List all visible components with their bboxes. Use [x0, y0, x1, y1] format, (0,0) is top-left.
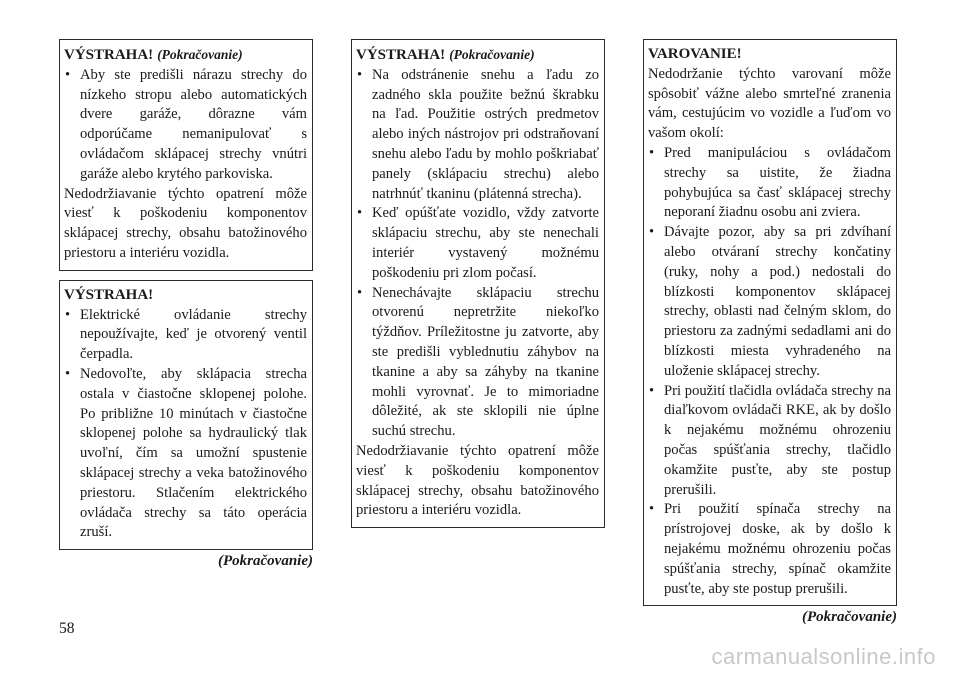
warning-bullet: • Elektrické ovládanie strechy nepoužívajte, keď je otvorený ventil čerpadla. — [64, 306, 307, 365]
column-2 — [351, 39, 605, 528]
column-1 — [59, 39, 313, 570]
warning-bullet: • Keď opúšťate vozidlo, vždy zatvorte sklápaciu strechu, aby ste nenechali interiér vystavený možnému poškodeniu pri zlom počasí. — [356, 204, 599, 283]
warning-title: VÝSTRAHA! — [64, 47, 154, 63]
warning-bullet: • Aby ste predišli nárazu strechy do nízkeho stropu alebo automatických dvere garáže, dôrazne vám odporúčame nemanipulovať s ovládačom sklápacej strechy vnútri garáže alebo krytého parkoviska. — [64, 66, 307, 185]
warning-heading — [64, 45, 307, 66]
warning-list — [64, 306, 307, 544]
watermark: carmanualsonline.info — [711, 644, 936, 669]
warning-bullet: • Nenechávajte sklápaciu strechu otvorenú nepretržite niekoľko týždňov. Príležitostne ju zatvorte, aby ste predišli vyblednutiu záhybov na tkanine a aby sa záhyby na tkanine mohli vyrovnať. Je to mimoriadne dôležité, ak ste sklopili nie úplne suchú strechu. — [356, 284, 599, 442]
warning-heading — [356, 45, 599, 66]
continued-label: (Pokračovanie) — [218, 553, 313, 570]
warning-bullet: • Nedovoľte, aby sklápacia strecha ostala v čiastočne sklopenej polohe. Po približne 10 minútach v čiastočne sklopenej polohe sa hydraulický tlak uvoľní, čím sa umožní spustenie sklápacej strechy a veka batožinového priestoru. Stlačením elektrického ovládača strechy sa táto operácia zruší. — [64, 365, 307, 543]
warning-box — [59, 39, 313, 271]
warning-subtitle: (Pokračovanie) — [157, 47, 243, 62]
danger-bullet: • Dávajte pozor, aby sa pri zdvíhaní alebo otváraní strechy končatiny (ruky, nohy a pod.) nedostali do blízkosti komponentov sklápacej strechy, oblasti nad čelným sklom, do priestoru za zadnými sedadlami ani do blízkosti miesta vyhradeného na uloženie sklápacej strechy. — [648, 223, 891, 381]
danger-title: VAROVANIE! — [648, 46, 742, 62]
column-3 — [643, 39, 897, 626]
danger-intro: Nedodržanie týchto varovaní môže spôsobiť vážne alebo smrteľné zranenia vám, cestujúcim vo vozidle a ľuďom vo vašom okolí: — [648, 65, 891, 142]
continued-label: (Pokračovanie) — [802, 609, 897, 626]
danger-bullet: • Pred manipuláciou s ovládačom strechy sa uistite, že žiadna pohybujúca sa časť sklápacej strechy neporaní žiadnu osobu ani zviera. — [648, 144, 891, 223]
warning-bullet: • Na odstránenie snehu a ľadu zo zadného skla použite bežnú škrabku na ľad. Použitie ostrých predmetov alebo iných nástrojov pri odstraňovaní snehu alebo ľadu by mohlo poškriabať panely (sklápaciu strechu) alebo natrhnúť tkaninu (plátenná strecha). — [356, 66, 599, 205]
page-number: 58 — [59, 620, 75, 637]
warning-title: VÝSTRAHA! — [64, 286, 154, 303]
warning-box — [351, 39, 605, 528]
warning-footer-text: Nedodržiavanie týchto opatrení môže viesť k poškodeniu komponentov sklápacej strechy, obsahu batožinového priestoru a interiéru vozidla. — [356, 442, 599, 519]
warning-title: VÝSTRAHA! — [356, 47, 446, 63]
danger-heading — [648, 45, 891, 65]
warning-box — [59, 280, 313, 550]
danger-bullet: • Pri použití spínača strechy na prístrojovej doske, ak by došlo k nejakému možnému ohrozeniu počas spúšťania strechy, spínač okamžite pusťte, aby ste postup prerušili. — [648, 500, 891, 599]
danger-bullet: • Pri použití tlačidla ovládača strechy na diaľkovom ovládači RKE, ak by došlo k nejakému možnému ohrozeniu počas spúšťania strechy, tlačidlo okamžite pusťte, aby ste postup prerušili. — [648, 382, 891, 501]
warning-footer-text: Nedodržiavanie týchto opatrení môže viesť k poškodeniu komponentov sklápacej strechy, obsahu batožinového priestoru a interiéru vozidla. — [64, 185, 307, 261]
warning-subtitle: (Pokračovanie) — [449, 47, 535, 62]
warning-list — [64, 66, 307, 185]
warning-heading — [64, 286, 307, 306]
danger-box — [643, 39, 897, 606]
warning-list — [356, 66, 599, 442]
danger-list — [648, 144, 891, 599]
